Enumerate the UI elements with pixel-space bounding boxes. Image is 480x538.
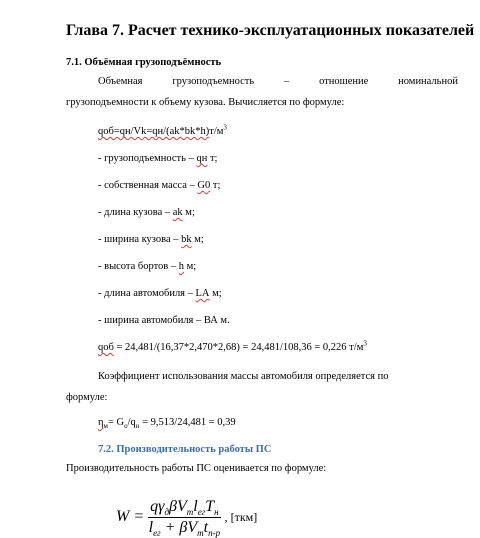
formula-eta [98,417,108,431]
formula-volume-capacity [98,123,227,137]
item-prefix: - собственная масса – [98,180,198,191]
definition-word: – [284,76,290,87]
denominator-text: l [148,519,154,536]
formula-unit-exponent: 3 [363,339,367,348]
definition-word: грузоподъемность [172,76,255,87]
formula-unit-exponent: 3 [223,123,227,132]
list-item [98,315,230,326]
item-prefix: - ширина кузова – [98,234,182,245]
formula-part: /q [127,417,136,428]
formula-subscript: н [135,422,140,431]
formula-part: = G [107,417,125,428]
formula-fraction [148,498,220,537]
definition-word: номинальной [398,76,458,87]
list-item [98,180,220,191]
item-suffix: м; [209,288,222,299]
formula-denominator: $l_{ег} + \beta V_тt_{п-р}$ [148,519,221,538]
productivity-intro: Производительность работы ПС оценивается по формуле: [66,463,327,474]
formula-numerator: $q\gamma_д\beta V_тl_{ег}T_н$ [150,498,219,518]
list-item [98,261,196,272]
item-prefix: - ширина автомобиля – ВА м. [98,315,230,326]
item-suffix: т; [207,153,218,164]
formula-mass-coefficient [98,417,236,431]
item-prefix: - длина автомобиля – [98,288,196,299]
item-prefix: - высота бортов – [98,261,179,272]
item-prefix: - грузоподъемность – [98,153,197,164]
section-title-productivity: 7.2. Производительность работы ПС [98,444,272,455]
formula-unit: , [ткм] [224,510,258,525]
formula-expression: qоб=qн/Vk=qн/(ak*bk*h) [98,126,210,137]
item-variable: ak [172,207,183,218]
item-variable: LА [195,288,210,299]
coefficient-line-2: формуле: [66,392,108,403]
eta-subscript: м [103,422,108,431]
item-variable: bk [181,234,192,245]
formula-volume-capacity-calc [98,339,367,353]
item-suffix: м; [182,207,195,218]
item-suffix: м; [184,261,197,272]
list-item [98,288,222,299]
item-suffix: т; [210,180,221,191]
item-variable: h [178,261,185,272]
list-item [98,207,195,218]
definition-word: отношение [319,76,369,87]
definition-line-1 [98,76,458,87]
item-variable: qн [196,153,208,164]
definition-word: Объемная [98,76,143,87]
item-prefix: - длина кузова – [98,207,173,218]
formula-subscript: о [124,422,128,431]
formula-calculation: = 24,481/(16,37*2,470*2,68) = 24,481/108,36 = 0,226 т/м [113,342,364,353]
formula-lhs: W = [116,508,145,526]
definition-line-2: грузоподъемности к объему кузова. Вычисляется по формуле: [66,97,345,108]
coefficient-line-1: Коэффициент использования массы автомобиля определяется по [98,371,389,382]
formula-calculation: = 9,513/24,481 = 0,39 [139,417,236,428]
list-item [98,153,217,164]
item-suffix: м; [191,234,204,245]
list-item [98,234,204,245]
numerator-text: qγ [150,498,165,515]
section-title-volume-capacity: 7.1. Объёмная грузоподъёмность [66,57,222,68]
eta-symbol: η [98,417,104,428]
item-variable: G0 [197,180,211,191]
formula-productivity [116,498,257,537]
formula-unit: т/м [209,126,224,137]
formula-variable: qоб [98,342,114,353]
chapter-title: Глава 7. Расчет технико-эксплуатационных показателей [66,22,475,39]
